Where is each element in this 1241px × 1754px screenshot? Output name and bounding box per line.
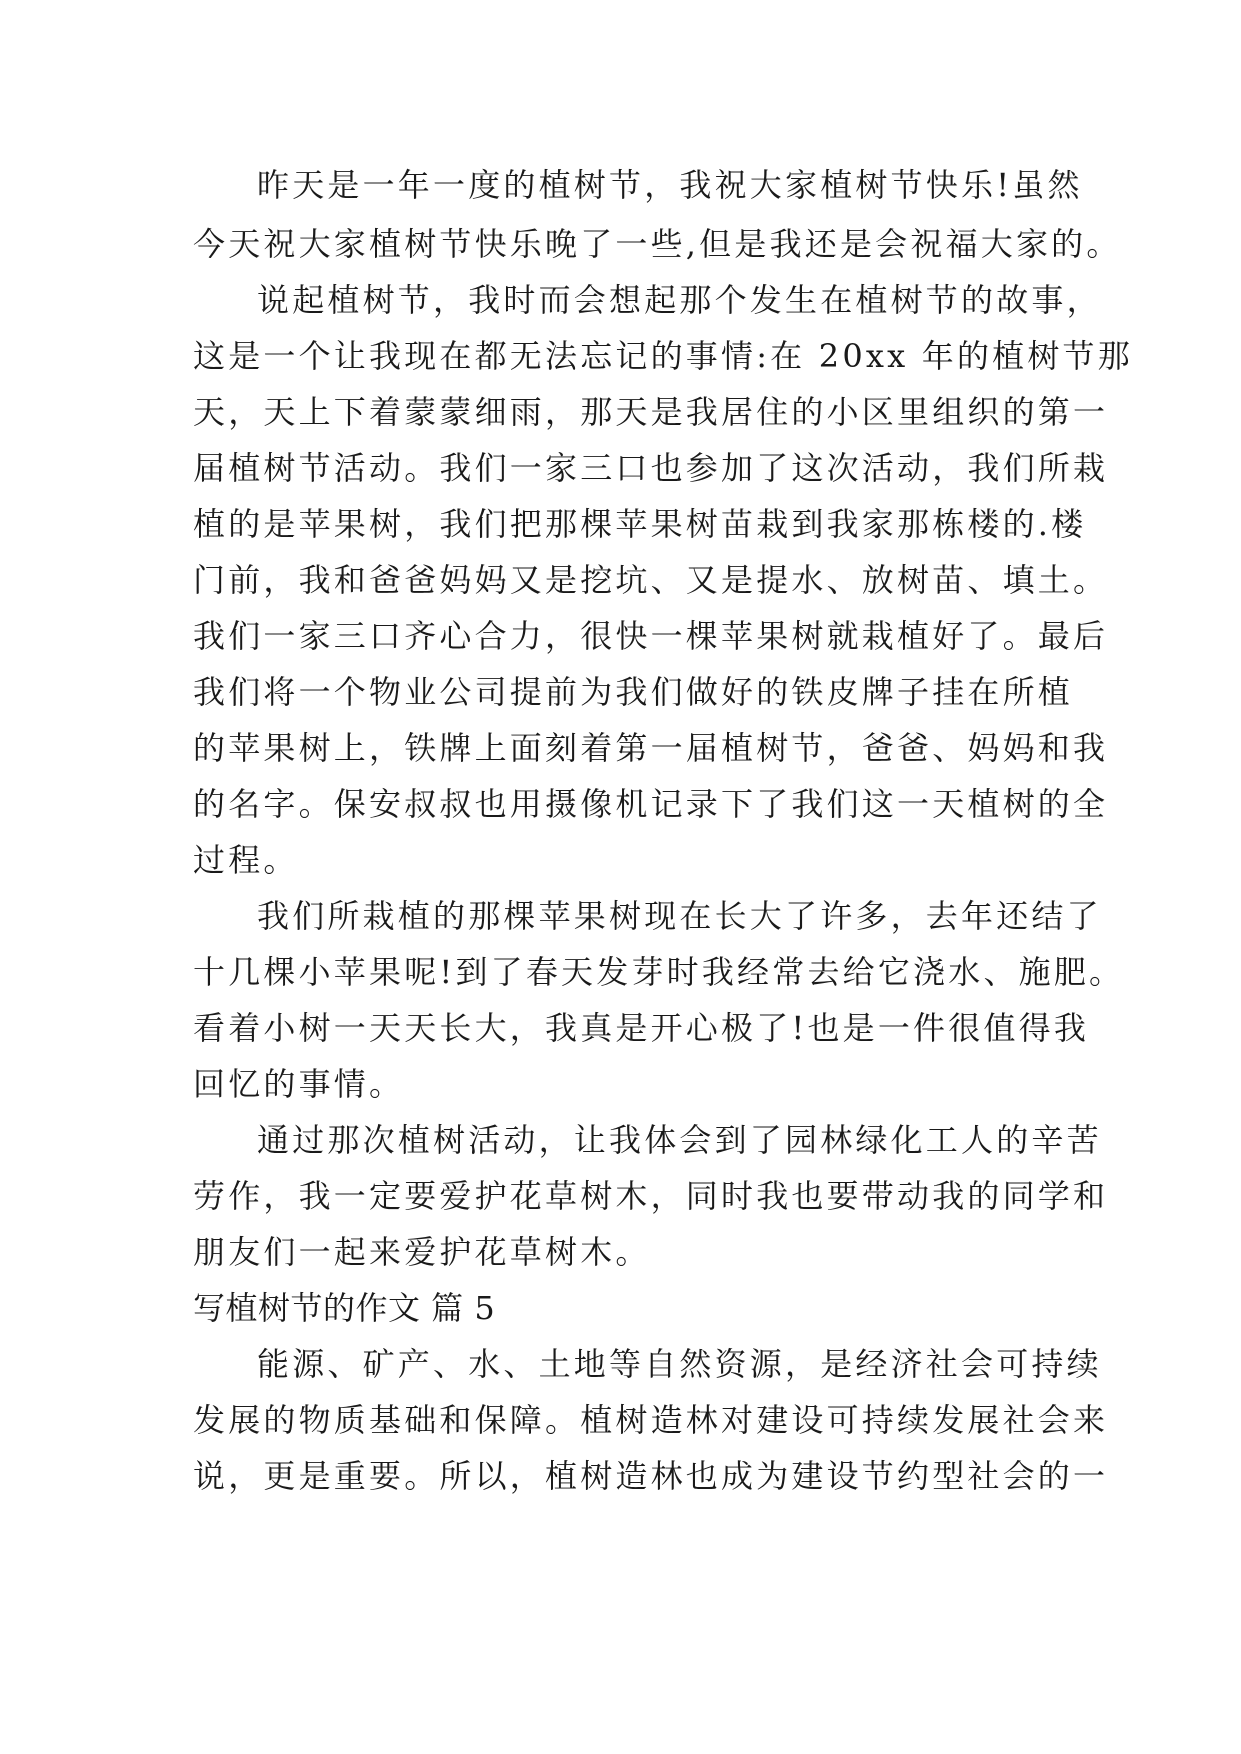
paragraph-2-line-8: 我们将一个物业公司提前为我们做好的铁皮牌子挂在所植 [193, 673, 1074, 711]
paragraph-4-line-1: 通过那次植树活动，让我体会到了园林绿化工人的辛苦 [257, 1121, 1102, 1159]
paragraph-3-line-1: 我们所栽植的那棵苹果树现在长大了许多，去年还结了 [257, 897, 1102, 935]
paragraph-2-line-10: 的名字。保安叔叔也用摄像机记录下了我们这一天植树的全 [193, 785, 1109, 823]
paragraph-5-line-2: 发展的物质基础和保障。植树造林对建设可持续发展社会来 [193, 1401, 1109, 1439]
paragraph-2-line-4: 届植树节活动。我们一家三口也参加了这次活动，我们所栽 [193, 449, 1109, 487]
paragraph-2-line-1: 说起植树节，我时而会想起那个发生在植树节的故事， [257, 281, 1102, 319]
paragraph-3-line-3: 看着小树一天天长大，我真是开心极了!也是一件很值得我 [193, 1009, 1090, 1047]
paragraph-2-line-11: 过程。 [193, 841, 299, 879]
paragraph-2-line-2: 这是一个让我现在都无法忘记的事情:在 20xx 年的植树节那 [193, 337, 1133, 375]
paragraph-2-line-5: 植的是苹果树，我们把那棵苹果树苗栽到我家那栋楼的.楼 [193, 505, 1087, 543]
paragraph-5-line-1: 能源、矿产、水、土地等自然资源，是经济社会可持续 [257, 1345, 1102, 1383]
paragraph-1-line-1: 昨天是一年一度的植树节，我祝大家植树节快乐!虽然 [257, 166, 1083, 204]
paragraph-1-line-2: 今天祝大家植树节快乐晚了一些,但是我还是会祝福大家的。 [193, 225, 1122, 263]
section-heading: 写植树节的作文 篇 5 [193, 1289, 496, 1327]
paragraph-2-line-3: 天，天上下着蒙蒙细雨，那天是我居住的小区里组织的第一 [193, 393, 1109, 431]
paragraph-4-line-2: 劳作，我一定要爱护花草树木，同时我也要带动我的同学和 [193, 1177, 1109, 1215]
paragraph-2-line-9: 的苹果树上，铁牌上面刻着第一届植树节，爸爸、妈妈和我 [193, 729, 1109, 767]
paragraph-3-line-2: 十几棵小苹果呢!到了春天发芽时我经常去给它浇水、施肥。 [193, 953, 1125, 991]
paragraph-2-line-7: 我们一家三口齐心合力，很快一棵苹果树就栽植好了。最后 [193, 617, 1109, 655]
paragraph-3-line-4: 回忆的事情。 [193, 1065, 405, 1103]
paragraph-2-line-6: 门前，我和爸爸妈妈又是挖坑、又是提水、放树苗、填土。 [193, 561, 1109, 599]
paragraph-5-line-3: 说，更是重要。所以，植树造林也成为建设节约型社会的一 [193, 1457, 1109, 1495]
paragraph-4-line-3: 朋友们一起来爱护花草树木。 [193, 1233, 651, 1271]
